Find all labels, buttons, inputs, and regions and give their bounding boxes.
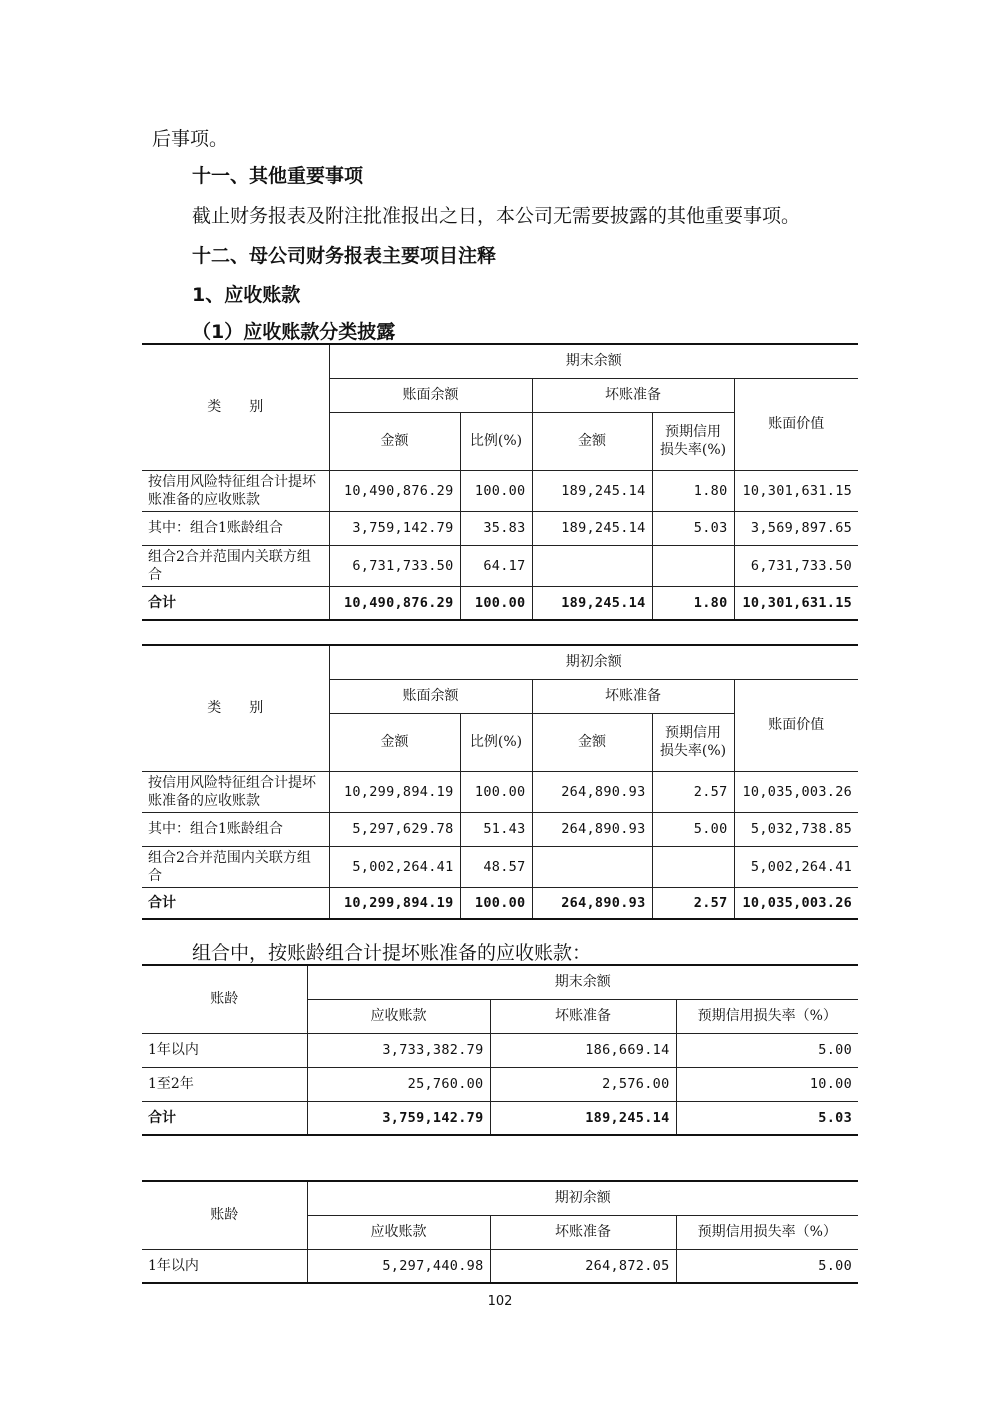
paragraph-no-other-matters: 截止财务报表及附注批准报出之日，本公司无需要披露的其他重要事项。 (192, 205, 801, 227)
table-row (142, 1033, 858, 1067)
row-label: 组合2合并范围内关联方组合 (142, 846, 329, 887)
cell-bad-debt (532, 846, 652, 887)
cell-amount: 10,299,894.19 (329, 887, 460, 919)
cell-rate: 1.80 (652, 470, 734, 511)
header-period: 期初余额 (329, 645, 858, 679)
header-bad-debt: 坏账准备 (532, 679, 734, 713)
header-loss-rate: 预期信用损失率（%） (676, 999, 858, 1033)
cell-rate (652, 846, 734, 887)
table-row (142, 846, 858, 887)
header-book-value: 账面价值 (734, 378, 858, 470)
cell-amount: 10,490,876.29 (329, 586, 460, 620)
header-bad-debt-provision: 坏账准备 (490, 999, 676, 1033)
cell-book-value: 10,035,003.26 (734, 887, 858, 919)
header-loss-rate: 预期信用损失率(%) (652, 713, 734, 771)
table-row (142, 545, 858, 586)
header-loss-rate: 预期信用损失率(%) (652, 412, 734, 470)
table-row-total (142, 1101, 858, 1135)
cell-bad-debt: 2,576.00 (490, 1067, 676, 1101)
cell-rate: 2.57 (652, 887, 734, 919)
header-period: 期初余额 (307, 1181, 858, 1215)
paragraph-continuation: 后事项。 (152, 128, 229, 150)
header-category: 类 别 (142, 645, 329, 771)
cell-rate: 5.00 (676, 1249, 858, 1283)
cell-amount: 10,490,876.29 (329, 470, 460, 511)
table-row (142, 771, 858, 812)
cell-bad-debt: 264,872.05 (490, 1249, 676, 1283)
header-amount: 金额 (532, 713, 652, 771)
cell-book-value: 5,002,264.41 (734, 846, 858, 887)
cell-bad-debt: 264,890.93 (532, 771, 652, 812)
header-book-balance: 账面余额 (329, 679, 532, 713)
cell-ratio: 100.00 (460, 470, 532, 511)
row-label: 1至2年 (142, 1067, 307, 1101)
cell-ratio: 64.17 (460, 545, 532, 586)
cell-receivable: 25,760.00 (307, 1067, 490, 1101)
table-row (142, 812, 858, 846)
header-ratio: 比例(%) (460, 713, 532, 771)
cell-receivable: 3,759,142.79 (307, 1101, 490, 1135)
header-receivable: 应收账款 (307, 999, 490, 1033)
cell-rate: 2.57 (652, 771, 734, 812)
table-aging-ending (142, 964, 858, 1136)
subsection-heading-receivables: 1、应收账款 (192, 284, 301, 306)
header-ratio: 比例(%) (460, 412, 532, 470)
section-heading-12: 十二、母公司财务报表主要项目注释 (192, 245, 497, 267)
row-label: 其中：组合1账龄组合 (142, 511, 329, 545)
cell-amount: 5,297,629.78 (329, 812, 460, 846)
row-label: 合计 (142, 1101, 307, 1135)
cell-ratio: 35.83 (460, 511, 532, 545)
paragraph-aging-combo: 组合中，按账龄组合计提坏账准备的应收账款： (192, 942, 592, 964)
cell-ratio: 48.57 (460, 846, 532, 887)
cell-rate: 10.00 (676, 1067, 858, 1101)
cell-bad-debt: 264,890.93 (532, 887, 652, 919)
cell-rate (652, 545, 734, 586)
header-book-value: 账面价值 (734, 679, 858, 771)
table-row (142, 1067, 858, 1101)
header-aging: 账龄 (142, 965, 307, 1033)
cell-amount: 6,731,733.50 (329, 545, 460, 586)
cell-rate: 1.80 (652, 586, 734, 620)
cell-book-value: 6,731,733.50 (734, 545, 858, 586)
cell-receivable: 5,297,440.98 (307, 1249, 490, 1283)
cell-amount: 5,002,264.41 (329, 846, 460, 887)
cell-rate: 5.03 (676, 1101, 858, 1135)
row-label: 合计 (142, 586, 329, 620)
header-book-balance: 账面余额 (329, 378, 532, 412)
header-category: 类 别 (142, 344, 329, 470)
row-label: 合计 (142, 887, 329, 919)
row-label: 1年以内 (142, 1033, 307, 1067)
row-label: 按信用风险特征组合计提坏账准备的应收账款 (142, 771, 329, 812)
cell-book-value: 3,569,897.65 (734, 511, 858, 545)
header-amount: 金额 (532, 412, 652, 470)
cell-book-value: 10,301,631.15 (734, 470, 858, 511)
cell-bad-debt: 264,890.93 (532, 812, 652, 846)
cell-bad-debt: 189,245.14 (532, 470, 652, 511)
page-number: 102 (487, 1294, 513, 1309)
header-bad-debt: 坏账准备 (532, 378, 734, 412)
table-row (142, 511, 858, 545)
cell-amount: 3,759,142.79 (329, 511, 460, 545)
header-aging: 账龄 (142, 1181, 307, 1249)
header-amount: 金额 (329, 412, 460, 470)
table-ending-balance-classification (142, 343, 858, 621)
cell-bad-debt: 189,245.14 (532, 511, 652, 545)
subsection-heading-classification: （1）应收账款分类披露 (192, 321, 396, 343)
table-row-total (142, 887, 858, 919)
row-label: 1年以内 (142, 1249, 307, 1283)
row-label: 组合2合并范围内关联方组合 (142, 545, 329, 586)
cell-book-value: 5,032,738.85 (734, 812, 858, 846)
cell-ratio: 100.00 (460, 586, 532, 620)
cell-amount: 10,299,894.19 (329, 771, 460, 812)
cell-book-value: 10,035,003.26 (734, 771, 858, 812)
cell-book-value: 10,301,631.15 (734, 586, 858, 620)
cell-bad-debt: 189,245.14 (532, 586, 652, 620)
table-row-total (142, 586, 858, 620)
cell-rate: 5.00 (652, 812, 734, 846)
header-receivable: 应收账款 (307, 1215, 490, 1249)
table-row (142, 1249, 858, 1283)
header-loss-rate: 预期信用损失率（%） (676, 1215, 858, 1249)
header-period: 期末余额 (329, 344, 858, 378)
section-heading-11: 十一、其他重要事项 (192, 165, 364, 187)
cell-bad-debt (532, 545, 652, 586)
row-label: 按信用风险特征组合计提坏账准备的应收账款 (142, 470, 329, 511)
table-row (142, 470, 858, 511)
cell-ratio: 100.00 (460, 887, 532, 919)
table-aging-beginning (142, 1180, 858, 1284)
header-bad-debt-provision: 坏账准备 (490, 1215, 676, 1249)
cell-ratio: 51.43 (460, 812, 532, 846)
cell-receivable: 3,733,382.79 (307, 1033, 490, 1067)
table-beginning-balance-classification (142, 644, 858, 920)
cell-rate: 5.03 (652, 511, 734, 545)
cell-ratio: 100.00 (460, 771, 532, 812)
row-label: 其中：组合1账龄组合 (142, 812, 329, 846)
cell-bad-debt: 186,669.14 (490, 1033, 676, 1067)
cell-rate: 5.00 (676, 1033, 858, 1067)
cell-bad-debt: 189,245.14 (490, 1101, 676, 1135)
header-period: 期末余额 (307, 965, 858, 999)
header-amount: 金额 (329, 713, 460, 771)
